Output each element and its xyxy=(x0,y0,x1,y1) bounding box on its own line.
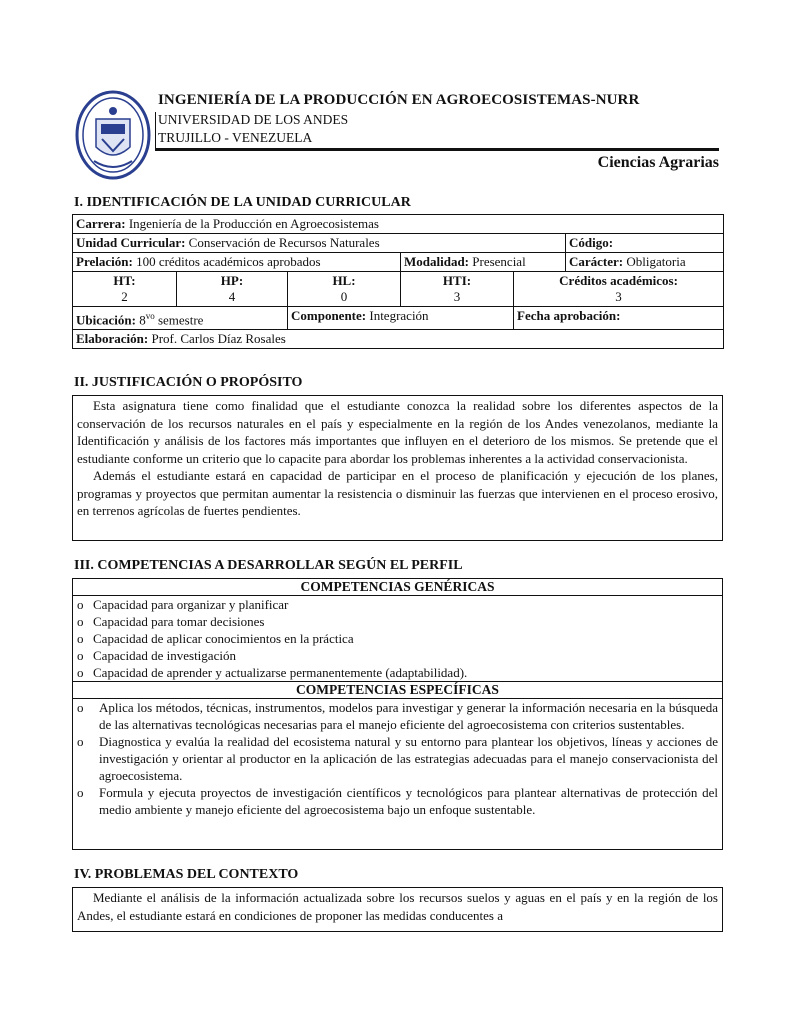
elaboracion-value: Prof. Carlos Díaz Rosales xyxy=(151,331,286,347)
unidad-value: Conservación de Recursos Naturales xyxy=(188,235,380,250)
header-university: UNIVERSIDAD DE LOS ANDES xyxy=(158,112,349,127)
list-item: o Aplica los métodos, técnicas, instrumentos, modelos para investigar y generar la información necesaria en la búsqueda de las alternativas tecnológicas necesarias para el manejo eficiente del agroecosistema con criterios sustentables. xyxy=(77,699,718,733)
section-2-heading: II. JUSTIFICACIÓN O PROPÓSITO xyxy=(74,375,303,390)
generic-competencies-list xyxy=(73,596,722,681)
university-seal-icon xyxy=(74,89,152,181)
list-item: o Capacidad para organizar y planificar xyxy=(77,596,718,613)
componente-value: Integración xyxy=(369,308,429,323)
componente-cell xyxy=(288,307,514,330)
header-area: Ciencias Agrarias xyxy=(597,154,719,171)
identification-table xyxy=(72,214,724,349)
header-title: INGENIERÍA DE LA PRODUCCIÓN EN AGROECOSISTEMAS-NURR xyxy=(158,92,640,108)
section-3-heading: III. COMPETENCIAS A DESARROLLAR SEGÚN EL PERFIL xyxy=(74,558,463,573)
unidad-label: Unidad Curricular: xyxy=(76,235,186,250)
section-4-heading: IV. PROBLEMAS DEL CONTEXTO xyxy=(74,867,299,882)
specific-competencies-title: COMPETENCIAS ESPECÍFICAS xyxy=(73,681,722,699)
hti-value: 3 xyxy=(453,289,461,304)
context-paragraph-1: Mediante el análisis de la información actualizada sobre los recursos suelos y aguas en el país y en la región de los Andes, el estudiante estará en condiciones de proponer las medidas conducentes a xyxy=(77,890,718,923)
ubicacion-num: 8 xyxy=(139,312,146,328)
table-row xyxy=(73,307,724,330)
codigo-label: Código: xyxy=(569,235,614,250)
modalidad-value: Presencial xyxy=(472,254,526,269)
modalidad-cell xyxy=(401,253,566,272)
list-item: o Formula y ejecuta proyectos de investigación científicos y tecnológicos para plantear alternativas de protección del medio ambiente y manejo eficiente del agroecosistema bajo un enfoque sustentable. xyxy=(77,784,718,818)
prelacion-label: Prelación: xyxy=(76,254,133,269)
fecha-cell xyxy=(514,307,724,330)
hp-value: 4 xyxy=(228,289,236,304)
elaboracion-cell xyxy=(73,330,724,349)
competencias-box xyxy=(72,578,723,850)
justification-paragraph-1: Esta asignatura tiene como finalidad que el estudiante conozca la realidad sobre los diferentes aspectos de la conservación de los recursos naturales en el país y especialmente en la región de los Andes venezolanos, mediante la Identificación y análisis de los factores más importantes que influyen en el deterioro de los mismos. Se pretende que el estudiante conforme un criterio que lo capacite para abordar los problemas inherentes a la actividad conservacionista. xyxy=(77,398,718,466)
header-location: TRUJILLO - VENEZUELA xyxy=(158,130,313,145)
unidad-cell xyxy=(73,234,566,253)
table-row xyxy=(73,215,724,234)
fecha-label: Fecha aprobación: xyxy=(517,308,621,323)
ubicacion-sup: vo xyxy=(145,311,155,321)
table-row xyxy=(73,330,724,349)
hti-label: HTI: xyxy=(442,273,472,288)
creditos-cell xyxy=(514,272,724,307)
modalidad-label: Modalidad: xyxy=(404,254,470,269)
specific-competencies-list xyxy=(73,699,722,818)
ubicacion-label: Ubicación: xyxy=(76,312,136,328)
justification-paragraph-2: Además el estudiante estará en capacidad de participar en el proceso de planificación y ejecución de los planes, programas y proyectos que permitan aumentar la resistencia o disminuir las fuerzas que intervienen en el proceso erosivo, en terrenos agrícolas de fuertes pendientes. xyxy=(77,468,718,518)
carrera-label: Carrera: xyxy=(76,216,126,231)
ubicacion-cell xyxy=(73,307,288,330)
hp-cell xyxy=(177,272,288,307)
hp-label: HP: xyxy=(220,273,244,288)
list-item: o Diagnostica y evalúa la realidad del ecosistema natural y su entorno para plantear los objetivos, líneas y acciones de investigación y orientar al productor en la aplicación de las estrategias adecuadas para el manejo conservacionista del agroecosistema. xyxy=(77,733,718,784)
ht-cell xyxy=(73,272,177,307)
caracter-value: Obligatoria xyxy=(626,254,686,269)
carrera-cell xyxy=(73,215,724,234)
list-item: o Capacidad de aplicar conocimientos en la práctica xyxy=(77,630,718,647)
list-item: o Capacidad de aprender y actualizarse permanentemente (adaptabilidad). xyxy=(77,664,718,681)
prelacion-cell xyxy=(73,253,401,272)
justification-box xyxy=(72,395,723,541)
hl-label: HL: xyxy=(332,273,356,288)
header-rule xyxy=(155,148,719,151)
creditos-label: Créditos académicos: xyxy=(559,273,678,288)
section-1-heading: I. IDENTIFICACIÓN DE LA UNIDAD CURRICULAR xyxy=(74,195,411,210)
list-item: o Capacidad para tomar decisiones xyxy=(77,613,718,630)
caracter-cell xyxy=(566,253,724,272)
table-row xyxy=(73,253,724,272)
codigo-cell xyxy=(566,234,724,253)
creditos-value: 3 xyxy=(615,289,622,304)
list-item: o Capacidad de investigación xyxy=(77,647,718,664)
ht-label: HT: xyxy=(113,273,136,288)
hti-cell xyxy=(401,272,514,307)
context-box xyxy=(72,887,723,932)
hours-row xyxy=(73,272,724,307)
caracter-label: Carácter: xyxy=(569,254,624,269)
ubicacion-rest: semestre xyxy=(157,312,204,328)
ht-value: 2 xyxy=(121,289,128,304)
hl-value: 0 xyxy=(340,289,348,304)
table-row xyxy=(73,234,724,253)
elaboracion-label: Elaboración: xyxy=(76,331,149,347)
generic-competencies-title: COMPETENCIAS GENÉRICAS xyxy=(73,579,722,596)
componente-label: Componente: xyxy=(291,308,367,323)
carrera-value: Ingeniería de la Producción en Agroecosistemas xyxy=(128,216,379,231)
hl-cell xyxy=(288,272,401,307)
prelacion-value: 100 créditos académicos aprobados xyxy=(136,254,321,269)
header-vertical-rule xyxy=(155,112,156,148)
